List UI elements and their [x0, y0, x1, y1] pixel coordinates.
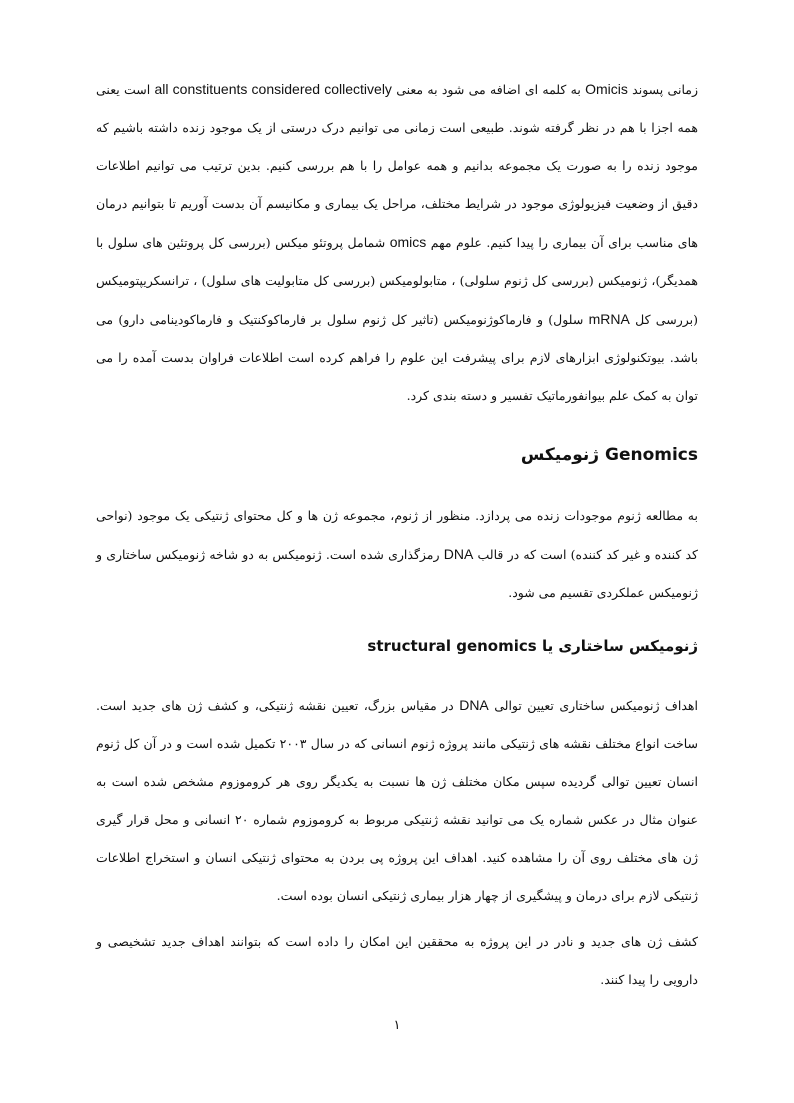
intro-paragraph [96, 70, 698, 415]
latin-term: all constituents considered collectively [154, 81, 392, 97]
structural-genomics-paragraph [96, 686, 698, 915]
genomics-heading [96, 435, 698, 475]
heading-persian: ژنومیکس ساختاری یا [536, 637, 698, 655]
latin-term: Omicis [585, 81, 628, 97]
latin-term: mRNA [588, 311, 630, 327]
structural-genomics-heading [96, 628, 698, 664]
heading-persian: ژنومیکس [520, 445, 605, 465]
latin-term: omics [389, 234, 427, 250]
page-number: ۱ [393, 1018, 401, 1033]
heading-latin: structural genomics [367, 637, 537, 655]
text-run: است یعنی همه اجزا با هم در نظر گرفته شوند. طبیعی است زمانی می توانیم درک درستی از یک موجود زنده داشته باشیم که موجود زنده را به صورت یک مجموعه بدانیم و همه عوامل را با هم بررسی کنیم. بدین ترتیب می توانیم اطلاعات دقیق از وضعیت فیزیولوژی موجود در شرایط مختلف، مراحل یک بیماری و مکانیسم آن بدست آوریم تا بتوانیم درمان های مناسب برای آن بیماری را پیدا کنیم. علوم مهم [96, 82, 698, 250]
discovery-paragraph [96, 923, 698, 999]
text-run: به مطالعه ژنوم موجودات زنده می پردازد. منظور از ژنوم، مجموعه ژن ها و کل محتوای ژنتیکی یک موجود (نواحی کد کننده و غیر کد کننده) است که در قالب [96, 508, 699, 562]
text-run: به کلمه ای اضافه می شود به معنی [391, 82, 586, 97]
text-run: سلول) و فارماکوژنومیکس (تاثیر کل ژنوم سلول بر فارماکوکنتیک و فارماکودینامی دارو) می باشد. بیوتکنولوژی ابزارهای لازم برای پیشرفت این علوم را فراهم کرده است اطلاعات فراوان بدست آمده را می توان به کمک علم بیوانفورماتیک تفسیر و دسته بندی کرد. [96, 312, 698, 403]
latin-term: DNA [443, 546, 474, 562]
document-body [96, 70, 698, 999]
text-run: شمامل پروتئو میکس (بررسی کل پروتئین های سلول با همدیگر)، ژنومیکس (بررسی کل ژنوم سلولی) ، متابولومیکس (بررسی کل متابولیت های سلول) ، ترانسکریپتومیکس (بررسی کل [96, 235, 698, 327]
genomics-paragraph [96, 497, 698, 612]
latin-term: DNA [459, 697, 489, 713]
heading-latin: Genomics [604, 445, 698, 465]
text-run: زمانی پسوند [627, 82, 698, 97]
text-run: کشف ژن های جدید و نادر در این پروژه به محققین این امکان را داده است که بتوانند اهداف جدید تشخیصی و دارویی را پیدا کنند. [96, 934, 698, 987]
text-run: رمزگذاری شده است. ژنومیکس به دو شاخه ژنومیکس ساختاری و ژنومیکس عملکردی تقسیم می شود. [96, 547, 698, 600]
text-run: در مقیاس بزرگ، تعیین نقشه ژنتیکی، و کشف ژن های جدید است. ساخت انواع مختلف نقشه های ژنتیکی مانند پروژه ژنوم انسانی که در سال ۲۰۰۳ تکمیل شده است و در آن کل ژنوم انسان تعیین توالی گردیده سپس مکان مختلف ژن ها نسبت به یکدیگر روی هر کروموزوم مشخص شده است به عنوان مثال در عکس شماره یک می توانید نقشه ژنتیکی مربوط به کروموزوم شماره ۲۰ انسانی و محل قرار گیری ژن های مختلف روی آن را مشاهده کنید. اهداف این پروژه پی بردن به محتوای ژنتیکی انسان و استخراج اطلاعات ژنتیکی لازم برای درمان و پیشگیری از چهار هزار بیماری ژنتیکی انسان بوده است. [96, 698, 698, 903]
text-run: اهداف ژنومیکس ساختاری تعیین توالی [488, 698, 698, 713]
